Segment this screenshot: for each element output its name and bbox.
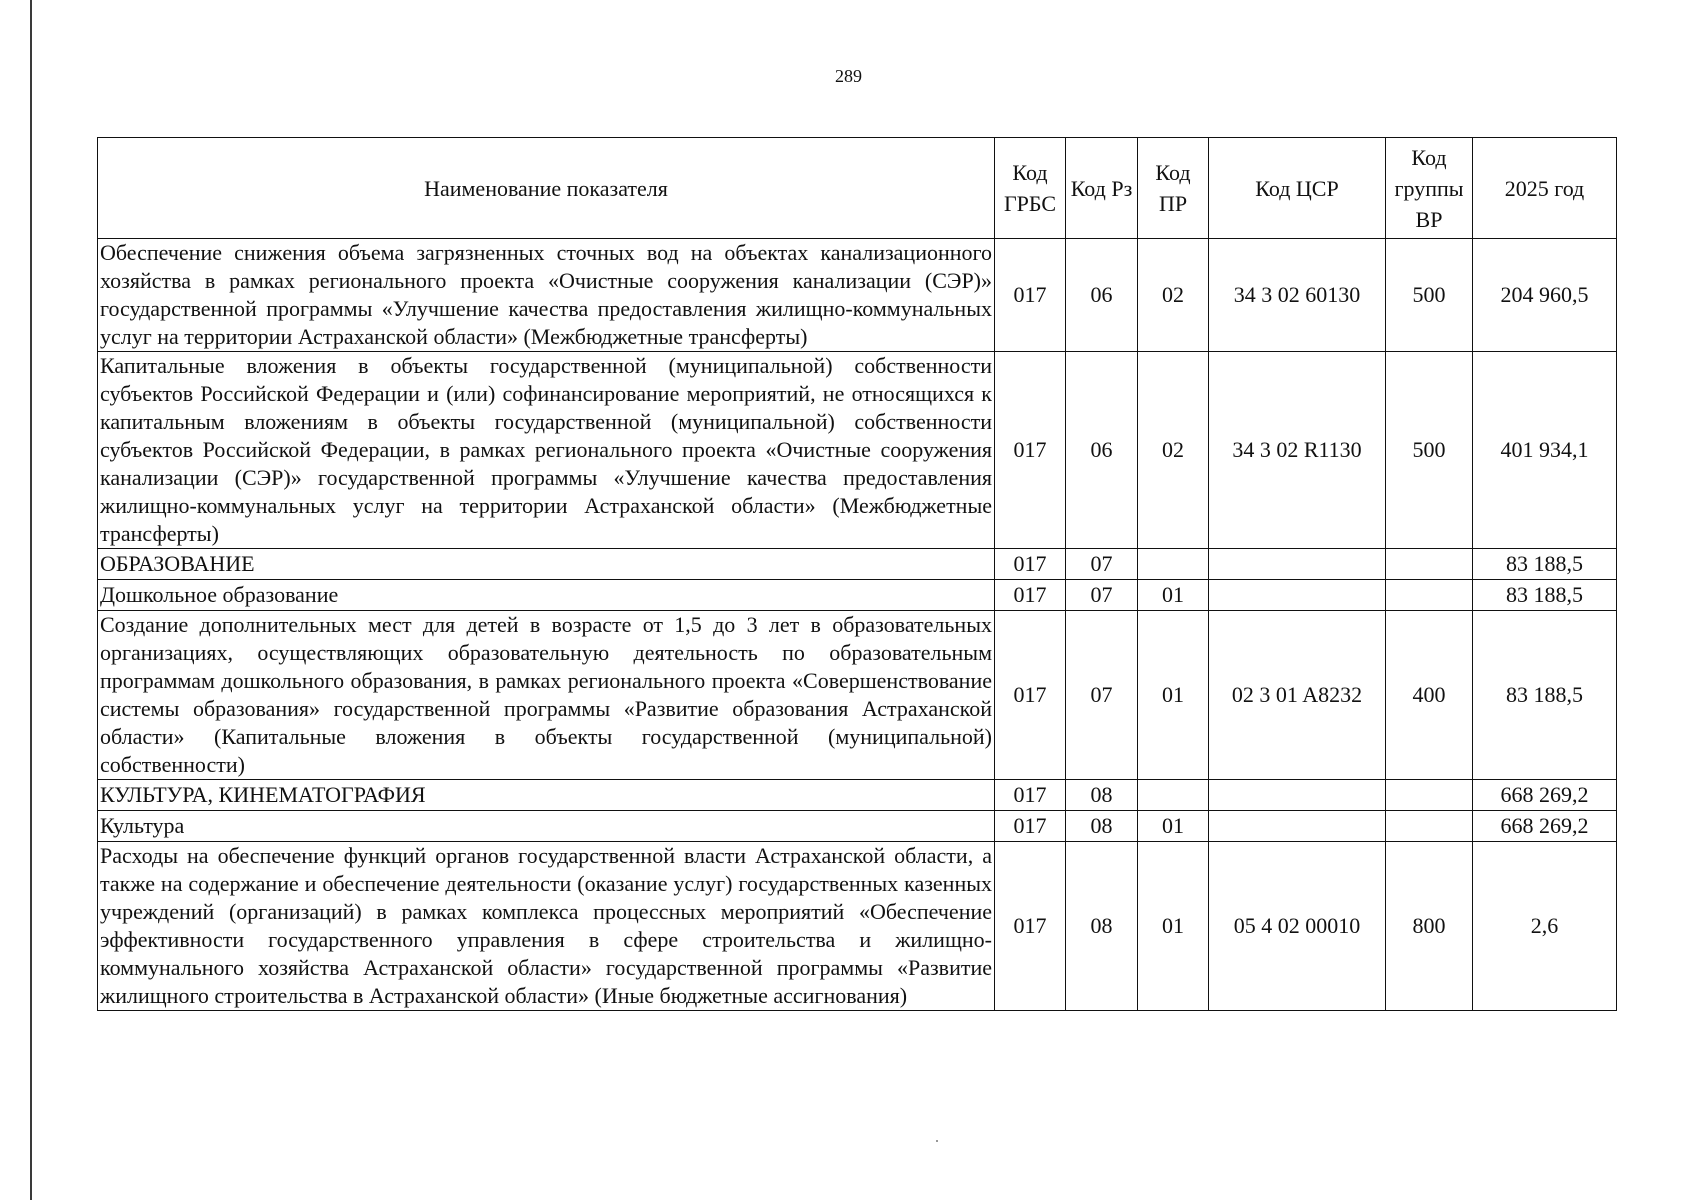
header-csr: Код ЦСР	[1209, 138, 1386, 239]
row-csr	[1209, 549, 1386, 580]
row-csr	[1209, 780, 1386, 811]
row-vr	[1386, 780, 1473, 811]
row-rz: 07	[1066, 549, 1138, 580]
row-pr	[1138, 549, 1209, 580]
row-name: Расходы на обеспечение функций органов государственной власти Астраханской области, а также на содержание и обеспечение деятельности (оказание услуг) государственных казенных учреждений (организаций) в рамках комплекса процессных мероприятий «Обеспечение эффективности государственного управления в сфере строительства и жилищно-коммунального хозяйства Астраханской области» государственной программы «Развитие жилищного строительства в Астраханской области» (Иные бюджетные ассигнования)	[98, 842, 995, 1011]
row-vr: 500	[1386, 239, 1473, 352]
row-name: ОБРАЗОВАНИЕ	[98, 549, 995, 580]
row-vr: 400	[1386, 611, 1473, 780]
row-grbs: 017	[995, 352, 1066, 549]
row-grbs: 017	[995, 549, 1066, 580]
row-name: Обеспечение снижения объема загрязненных сточных вод на объектах канализационного хозяйства в рамках регионального проекта «Очистные сооружения канализации (СЭР)» государственной программы «Улучшение качества предоставления жилищно-коммунальных услуг на территории Астраханской области» (Межбюджетные трансферты)	[98, 239, 995, 352]
row-pr: 02	[1138, 239, 1209, 352]
row-amount: 2,6	[1473, 842, 1617, 1011]
table-row	[98, 239, 1617, 352]
row-amount: 83 188,5	[1473, 549, 1617, 580]
row-amount: 668 269,2	[1473, 780, 1617, 811]
row-pr: 02	[1138, 352, 1209, 549]
table-header-row	[98, 138, 1617, 239]
row-vr: 800	[1386, 842, 1473, 1011]
row-name: Культура	[98, 811, 995, 842]
row-amount: 83 188,5	[1473, 611, 1617, 780]
row-grbs: 017	[995, 580, 1066, 611]
header-vr: Код группы ВР	[1386, 138, 1473, 239]
row-grbs: 017	[995, 611, 1066, 780]
row-amount: 668 269,2	[1473, 811, 1617, 842]
header-year: 2025 год	[1473, 138, 1617, 239]
row-vr: 500	[1386, 352, 1473, 549]
row-rz: 07	[1066, 611, 1138, 780]
row-name: Дошкольное образование	[98, 580, 995, 611]
header-grbs: Код ГРБС	[995, 138, 1066, 239]
table-row	[98, 352, 1617, 549]
budget-table	[97, 137, 1617, 1011]
row-pr: 01	[1138, 842, 1209, 1011]
row-rz: 08	[1066, 842, 1138, 1011]
row-pr: 01	[1138, 811, 1209, 842]
header-name: Наименование показателя	[98, 138, 995, 239]
row-name: КУЛЬТУРА, КИНЕМАТОГРАФИЯ	[98, 780, 995, 811]
row-pr: 01	[1138, 580, 1209, 611]
row-csr: 02 3 01 A8232	[1209, 611, 1386, 780]
row-rz: 06	[1066, 352, 1138, 549]
row-vr	[1386, 549, 1473, 580]
row-vr	[1386, 811, 1473, 842]
row-pr	[1138, 780, 1209, 811]
row-amount: 401 934,1	[1473, 352, 1617, 549]
row-rz: 08	[1066, 811, 1138, 842]
page-number: 289	[835, 66, 862, 86]
row-grbs: 017	[995, 780, 1066, 811]
scan-edge-line	[30, 0, 32, 1200]
row-csr: 34 3 02 R1130	[1209, 352, 1386, 549]
row-rz: 06	[1066, 239, 1138, 352]
table-row-subsection	[98, 580, 1617, 611]
table-row	[98, 842, 1617, 1011]
row-amount: 83 188,5	[1473, 580, 1617, 611]
row-csr	[1209, 811, 1386, 842]
table-row-section	[98, 780, 1617, 811]
row-grbs: 017	[995, 842, 1066, 1011]
header-pr: Код ПР	[1138, 138, 1209, 239]
table-row-subsection	[98, 811, 1617, 842]
row-csr	[1209, 580, 1386, 611]
row-rz: 07	[1066, 580, 1138, 611]
row-grbs: 017	[995, 239, 1066, 352]
row-amount: 204 960,5	[1473, 239, 1617, 352]
row-grbs: 017	[995, 811, 1066, 842]
row-csr: 34 3 02 60130	[1209, 239, 1386, 352]
row-name: Создание дополнительных мест для детей в возрасте от 1,5 до 3 лет в образовательных организациях, осуществляющих образовательную деятельность по образовательным программам дошкольного образования, в рамках регионального проекта «Совершенствование системы образования» государственной программы «Развитие образования Астраханской области» (Капитальные вложения в объекты государственной (муниципальной) собственности)	[98, 611, 995, 780]
row-rz: 08	[1066, 780, 1138, 811]
row-vr	[1386, 580, 1473, 611]
row-csr: 05 4 02 00010	[1209, 842, 1386, 1011]
scan-speck	[936, 1140, 938, 1142]
row-name: Капитальные вложения в объекты государственной (муниципальной) собственности субъектов Российской Федерации и (или) софинансирование мероприятий, не относящихся к капитальным вложениям в объекты государственной (муниципальной) собственности субъектов Российской Федерации, в рамках регионального проекта «Очистные сооружения канализации (СЭР)» государственной программы «Улучшение качества предоставления жилищно-коммунальных услуг на территории Астраханской области» (Межбюджетные трансферты)	[98, 352, 995, 549]
table-row-section	[98, 549, 1617, 580]
row-pr: 01	[1138, 611, 1209, 780]
header-rz: Код Рз	[1066, 138, 1138, 239]
table-row	[98, 611, 1617, 780]
